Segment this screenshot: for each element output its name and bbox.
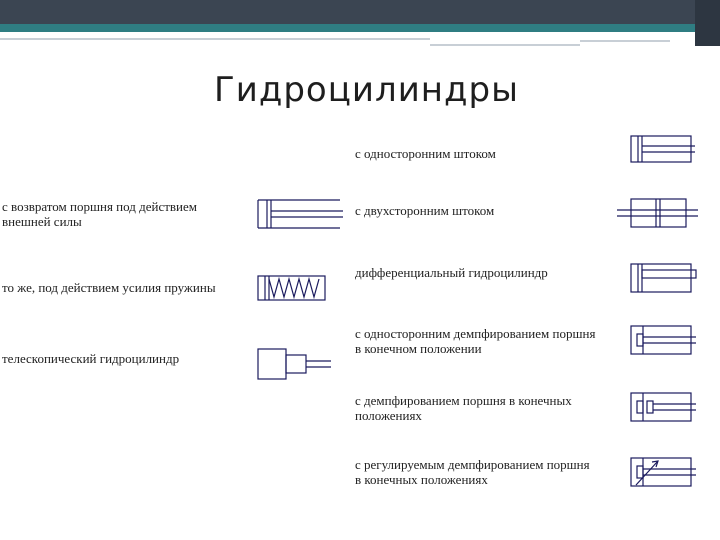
label-two-side-cushion xyxy=(355,393,572,423)
label-line: с двухсторонним штоком xyxy=(355,203,495,218)
telescopic-cylinder-icon xyxy=(255,346,335,382)
header-stripe xyxy=(580,40,670,42)
label-adjustable-cushion xyxy=(355,457,590,487)
double-rod-cylinder-icon xyxy=(615,196,700,230)
label-single-rod xyxy=(355,146,496,161)
label-line: внешней силы xyxy=(2,214,82,229)
label-spring-return xyxy=(2,280,216,295)
two-side-cushion-cylinder-icon xyxy=(628,390,700,424)
label-line: с односторонним демпфированием поршня xyxy=(355,326,596,341)
label-telescopic xyxy=(2,351,179,366)
label-line: то же, под действием усилия пружины xyxy=(2,280,216,295)
header-bar xyxy=(0,0,720,24)
label-line: в конечных положениях xyxy=(355,472,488,487)
label-line: телескопический гидроцилиндр xyxy=(2,351,180,366)
label-line: дифференциальный гидроцилиндр xyxy=(355,265,548,280)
label-one-side-cushion xyxy=(355,326,595,356)
slide-title: Гидроцилиндры xyxy=(214,70,519,110)
spring-return-cylinder-icon xyxy=(255,273,330,303)
label-differential xyxy=(355,265,548,280)
label-line: с возвратом поршня под действием xyxy=(2,199,197,214)
label-single-acting xyxy=(2,199,197,229)
single-acting-cylinder-icon xyxy=(255,197,345,231)
label-line: с демпфированием поршня в конечных xyxy=(355,393,572,408)
single-rod-cylinder-icon xyxy=(628,133,698,165)
label-double-rod xyxy=(355,203,494,218)
label-line: с регулируемым демпфированием поршня xyxy=(355,457,590,472)
label-line: с односторонним штоком xyxy=(355,146,496,161)
adjustable-cushion-cylinder-icon xyxy=(628,455,700,491)
header-accent-bar xyxy=(0,24,720,32)
label-line: положениях xyxy=(355,408,422,423)
header-corner-block xyxy=(695,0,720,46)
header-stripe xyxy=(0,38,430,40)
differential-cylinder-icon xyxy=(628,261,700,295)
header-stripe xyxy=(430,44,580,46)
one-side-cushion-cylinder-icon xyxy=(628,323,700,357)
label-line: в конечном положении xyxy=(355,341,482,356)
